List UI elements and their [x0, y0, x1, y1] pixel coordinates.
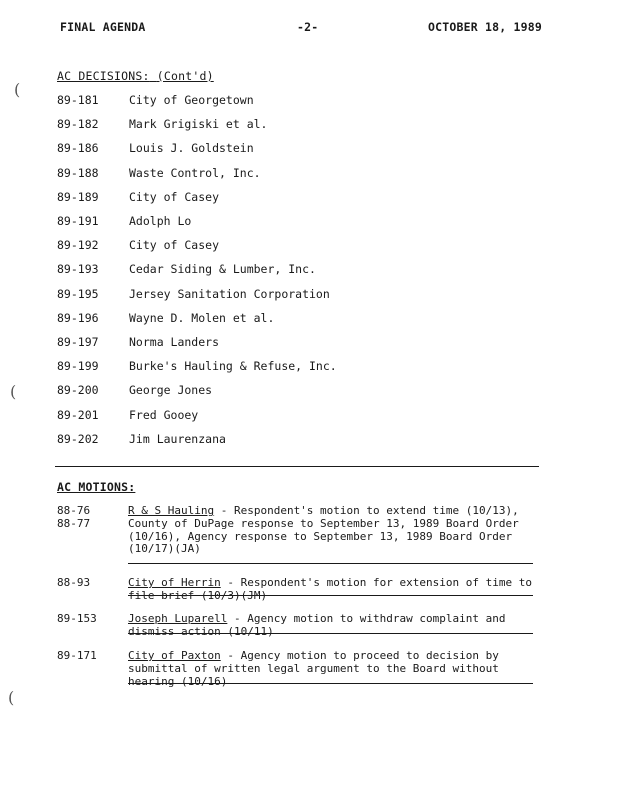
decision-number: 89-197: [57, 335, 99, 349]
motion-party: R & S Hauling: [128, 504, 215, 517]
decision-number: 89-195: [57, 286, 99, 301]
decision-party: City of Casey: [129, 189, 220, 204]
decision-row: [57, 359, 537, 375]
decision-party: Jim Laurenzana: [129, 431, 226, 446]
decision-row: [57, 141, 537, 157]
decision-number: 89-182: [57, 117, 99, 132]
decision-number: 89-193: [57, 262, 99, 277]
decision-number: 89-196: [57, 310, 99, 325]
signature-line: [128, 595, 533, 596]
decision-party: Louis J. Goldstein: [129, 141, 254, 156]
page-number: -2-: [297, 20, 319, 34]
motion-numbers: [57, 613, 97, 626]
decision-number: 89-192: [57, 238, 99, 253]
motion-description: [128, 577, 536, 603]
decision-row: [57, 408, 537, 424]
decision-party: City of Georgetown: [129, 93, 254, 107]
decision-number: 89-181: [57, 93, 99, 107]
scan-mark: (: [10, 382, 17, 401]
motion-number: 88-76: [57, 504, 91, 517]
header-title: FINAL AGENDA: [60, 20, 146, 34]
decision-party: Norma Landers: [129, 335, 220, 349]
decision-number: 89-189: [57, 189, 99, 204]
decision-row: [57, 190, 537, 206]
motion-party: Joseph Luparell: [128, 612, 228, 625]
decision-number: 89-200: [57, 383, 99, 398]
decision-party: Jersey Sanitation Corporation: [129, 286, 330, 301]
motion-number: 89-171: [57, 649, 97, 662]
decision-number: 89-202: [57, 431, 99, 446]
decision-party: City of Casey: [129, 238, 220, 253]
decision-party: Waste Control, Inc.: [129, 165, 261, 180]
decision-number: 89-199: [57, 359, 99, 374]
section-divider: [55, 466, 539, 467]
decision-party: Wayne D. Molen et al.: [129, 310, 275, 325]
decision-row: [57, 166, 537, 182]
header-date: OCTOBER 18, 1989: [428, 20, 542, 34]
decision-row: [57, 335, 537, 351]
decision-party: George Jones: [129, 383, 213, 398]
motion-number: 88-77: [57, 516, 91, 530]
motion-numbers: [57, 577, 90, 590]
motion-number: 89-153: [57, 612, 97, 625]
decision-party: Fred Gooey: [129, 407, 199, 422]
motion-text: - Respondent's motion for extension of time to file brief (10/3)(JM): [128, 576, 532, 602]
motion-description: [128, 613, 536, 639]
motion-number: 88-93: [57, 576, 91, 589]
motion-party: City of Herrin: [128, 576, 221, 589]
decision-party: Cedar Siding & Lumber, Inc.: [129, 262, 316, 277]
decision-number: 89-186: [57, 141, 99, 156]
decision-party: Adolph Lo: [129, 214, 192, 228]
decision-row: [57, 287, 537, 303]
motion-text: - Agency motion to proceed to decision by submittal of written legal argument to the Board without hearing (10/16): [128, 649, 499, 688]
decision-row: [57, 93, 537, 109]
scan-mark: (: [8, 688, 15, 707]
motion-text: - Agency motion to withdraw complaint and dismiss action (10/11): [128, 612, 506, 638]
decision-number: 89-201: [57, 407, 99, 422]
motion-numbers: [57, 505, 90, 531]
decision-party: Mark Grigiski et al.: [129, 117, 268, 132]
decision-row: [57, 117, 537, 133]
motion-text: - Respondent's motion to extend time (10/13), County of DuPage response to September 13, 1989 Board Order (10/16), Agency response to September 13, 1989 Board Order (10/17)(JA): [128, 504, 519, 556]
decision-row: [57, 432, 537, 448]
motion-party: City of Paxton: [128, 649, 221, 662]
decisions-heading: [57, 69, 214, 83]
signature-line: [128, 683, 533, 684]
motion-numbers: [57, 650, 97, 663]
decision-number: 89-188: [57, 165, 99, 180]
decisions-title: AC DECISIONS:: [57, 69, 150, 83]
motion-description: [128, 505, 536, 556]
decisions-suffix: (Cont'd): [156, 69, 214, 83]
decision-row: [57, 214, 537, 230]
decision-party: Burke's Hauling & Refuse, Inc.: [129, 359, 337, 374]
decision-row: [57, 383, 537, 399]
decision-row: [57, 238, 537, 254]
signature-line: [128, 633, 533, 634]
motions-heading: AC MOTIONS:: [57, 480, 136, 494]
decision-row: [57, 311, 537, 327]
decision-number: 89-191: [57, 214, 99, 228]
scan-mark: (: [14, 80, 21, 99]
signature-line: [128, 563, 533, 564]
decision-row: [57, 262, 537, 278]
